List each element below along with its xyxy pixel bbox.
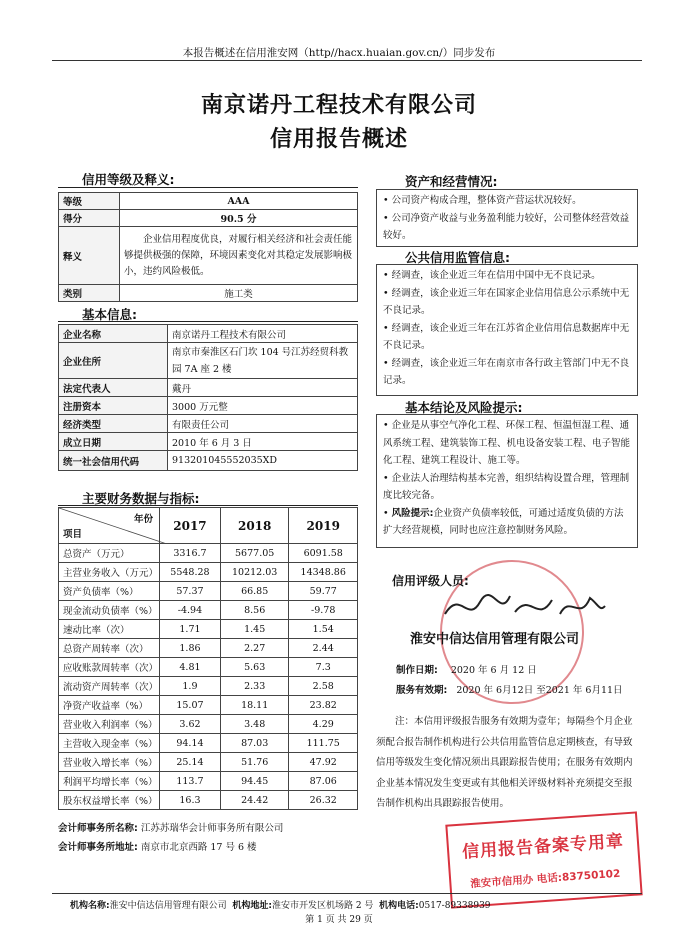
finance-value-cell: 5.63: [220, 658, 289, 677]
corner-cell: [59, 508, 160, 544]
finance-value-cell: 2.44: [289, 639, 358, 658]
finance-value-cell: 26.32: [289, 791, 358, 810]
finance-item-label: 股东权益增长率（%）: [59, 791, 160, 810]
filing-stamp: [445, 811, 642, 908]
validity-value: 2020 年 6月12日 至2021 年 6月11日: [456, 685, 623, 696]
finance-value-cell: 51.76: [220, 753, 289, 772]
finance-item-label: 资产负债率（%）: [59, 582, 160, 601]
finance-value-cell: 66.85: [220, 582, 289, 601]
assets-item: • 公司资产构成合理，整体资产营运状况较好。: [383, 195, 582, 206]
basic-label: 注册资本: [59, 397, 168, 415]
credit-definition: 企业信用程度优良，对履行相关经济和社会责任能够提供极强的保障，环境因素变化对其稳定发展影响极小，违约风险极低。: [120, 227, 358, 285]
finance-value-cell: 94.45: [220, 772, 289, 791]
conclusion-item: • 企业法人治理结构基本完善，组织结构设置合理，管理制度比较完备。: [383, 472, 630, 501]
finance-value-cell: 25.14: [160, 753, 221, 772]
finance-row: [59, 772, 358, 791]
finance-value-cell: 3.62: [160, 715, 221, 734]
company-title: 南京诺丹工程技术有限公司: [200, 93, 477, 118]
credit-score: 90.5 分: [120, 210, 358, 227]
validity-line: [396, 682, 623, 696]
finance-body: [59, 544, 358, 810]
finance-value-cell: 59.77: [289, 582, 358, 601]
finance-value-cell: 2.33: [220, 677, 289, 696]
finance-value-cell: 8.56: [220, 601, 289, 620]
finance-value-cell: 10212.03: [220, 563, 289, 582]
finance-value-cell: -9.78: [289, 601, 358, 620]
basic-label: 成立日期: [59, 433, 168, 451]
corner-item-label: 项目: [63, 529, 83, 540]
finance-value-cell: 1.45: [220, 620, 289, 639]
finance-row: [59, 563, 358, 582]
capital-value: 3000 万元整: [168, 397, 358, 415]
basic-label: 经济类型: [59, 415, 168, 433]
finance-row: [59, 734, 358, 753]
footer-org-label: 机构名称:: [70, 901, 110, 911]
economy-type-value: 有限责任公司: [168, 415, 358, 433]
credit-grade: AAA: [120, 193, 358, 210]
supervision-box: [376, 264, 638, 396]
year-header: 2017: [160, 508, 221, 544]
validity-notice: 注：本信用评级报告服务有效期为壹年；每隔叁个月企业须配合报告制作机构进行公共信用监管信息定期核查，有导致信用等级发生变化情况须出具跟踪报告使用；在服务有效期内企业基本情况发生变更或有其他相关评级材料补充须提交至报告制作机构出具跟踪报告使用。: [376, 716, 633, 809]
finance-value-cell: 24.42: [220, 791, 289, 810]
finance-row: [59, 620, 358, 639]
finance-value-cell: 47.92: [289, 753, 358, 772]
basic-section-rule: [58, 321, 358, 322]
production-date-label: 制作日期:: [396, 665, 438, 676]
finance-value-cell: 2.58: [289, 677, 358, 696]
founded-value: 2010 年 6 月 3 日: [168, 433, 358, 451]
finance-value-cell: 87.03: [220, 734, 289, 753]
finance-item-label: 主营业务收入（万元）: [59, 563, 160, 582]
validity-label: 服务有效期:: [396, 685, 448, 696]
supervision-item: • 经调查，该企业近三年在国家企业信用信息公示系统中无不良记录。: [383, 287, 630, 316]
finance-value-cell: 16.3: [160, 791, 221, 810]
accountant-name-label: 会计师事务所名称:: [58, 823, 138, 834]
footer-info: [70, 898, 491, 911]
finance-value-cell: 1.9: [160, 677, 221, 696]
basic-section-heading: 基本信息:: [82, 307, 137, 322]
accountant-address-value: 南京市北京西路 17 号 6 楼: [140, 842, 257, 853]
production-date-line: [396, 662, 537, 676]
rater-signature: [440, 584, 610, 630]
year-header: 2019: [289, 508, 358, 544]
accountant-name-value: 江苏苏瑞华会计师事务所有限公司: [140, 823, 284, 834]
finance-value-cell: 87.06: [289, 772, 358, 791]
conclusion-section-heading: 基本结论及风险提示:: [405, 400, 523, 415]
credit-category: 施工类: [120, 285, 358, 302]
footer-addr-label: 机构地址:: [232, 901, 272, 911]
rating-agency: 淮安中信达信用管理有限公司: [410, 632, 580, 647]
supervision-item: • 经调查，该企业近三年在南京市各行政主管部门中无不良记录。: [383, 357, 630, 386]
risk-item: • 风险提示:企业资产负债率较低，可通过适度负债的方法扩大经营规模，同时也应注意控制财务风险。: [383, 507, 624, 536]
finance-item-label: 总资产周转率（次）: [59, 639, 160, 658]
finance-item-label: 现金流动负债率（%）: [59, 601, 160, 620]
finance-item-label: 净资产收益率（%）: [59, 696, 160, 715]
credit-code-value: 913201045552035XD: [168, 451, 358, 471]
basic-label: 法定代表人: [59, 379, 168, 397]
publication-note: 本报告概述在信用淮安网（http//hacx.huaian.gov.cn/）同步发布: [182, 47, 496, 59]
address-value: 南京市秦淮区石门坎 104 号江苏经贸科教园 7A 座 2 楼: [168, 343, 358, 379]
finance-value-cell: 3316.7: [160, 544, 221, 563]
credit-label: 释义: [59, 227, 120, 285]
stamp-title: 信用报告备案专用章: [461, 831, 625, 863]
year-header: 2018: [220, 508, 289, 544]
finance-item-label: 利润平均增长率（%）: [59, 772, 160, 791]
conclusion-box: [376, 414, 638, 548]
footer-rule: [52, 893, 642, 894]
finance-value-cell: 113.7: [160, 772, 221, 791]
finance-value-cell: 4.29: [289, 715, 358, 734]
footer-phone-value: 0517-89338939: [418, 901, 491, 911]
finance-row: [59, 582, 358, 601]
finance-value-cell: 1.71: [160, 620, 221, 639]
finance-value-cell: 5677.05: [220, 544, 289, 563]
assets-section-heading: 资产和经营情况:: [405, 174, 498, 189]
finance-section-heading: 主要财务数据与指标:: [82, 491, 200, 506]
credit-section-rule: [58, 187, 358, 188]
finance-value-cell: 2.27: [220, 639, 289, 658]
finance-row: [59, 715, 358, 734]
finance-item-label: 速动比率（次）: [59, 620, 160, 639]
finance-item-label: 营业收入增长率（%）: [59, 753, 160, 772]
finance-row: [59, 639, 358, 658]
assets-box: [376, 189, 638, 247]
finance-section-rule: [58, 505, 358, 506]
finance-table: [58, 507, 358, 810]
stamp-subtitle: 淮安市信用办 电话:83750102: [469, 867, 621, 891]
corner-year-label: 年份: [133, 514, 153, 525]
accountant-address-label: 会计师事务所地址:: [58, 842, 138, 853]
rating-personnel-label: 信用评级人员:: [392, 574, 469, 588]
basic-label: 统一社会信用代码: [59, 451, 168, 471]
document-title: 信用报告概述: [269, 127, 408, 152]
basic-label: 企业住所: [59, 343, 168, 379]
legal-rep-value: 戴丹: [168, 379, 358, 397]
finance-value-cell: 1.86: [160, 639, 221, 658]
finance-value-cell: 3.48: [220, 715, 289, 734]
finance-value-cell: 15.07: [160, 696, 221, 715]
credit-section-heading: 信用等级及释义:: [82, 172, 175, 187]
credit-table: [58, 192, 358, 302]
risk-label: 风险提示:: [391, 507, 434, 519]
finance-value-cell: -4.94: [160, 601, 221, 620]
finance-row: [59, 658, 358, 677]
finance-value-cell: 14348.86: [289, 563, 358, 582]
finance-row: [59, 601, 358, 620]
footer-addr-value: 淮安市开发区机场路 2 号: [271, 901, 374, 911]
footer-org-value: 淮安中信达信用管理有限公司: [109, 901, 227, 911]
assets-item: • 公司净资产收益与业务盈利能力较好，公司整体经营效益较好。: [383, 212, 630, 241]
finance-item-label: 主营收入现金率（%）: [59, 734, 160, 753]
supervision-section-heading: 公共信用监管信息:: [405, 250, 510, 265]
finance-value-cell: 1.54: [289, 620, 358, 639]
finance-value-cell: 5548.28: [160, 563, 221, 582]
finance-value-cell: 18.11: [220, 696, 289, 715]
risk-text: 企业资产负债率较低，可通过适度负债的方法扩大经营规模，同时也应注意控制财务风险。: [383, 507, 624, 536]
finance-item-label: 应收账款周转率（次）: [59, 658, 160, 677]
finance-value-cell: 23.82: [289, 696, 358, 715]
finance-row: [59, 696, 358, 715]
finance-item-label: 总资产（万元）: [59, 544, 160, 563]
header-rule: [52, 60, 642, 61]
basic-label: 企业名称: [59, 325, 168, 343]
conclusion-item: • 企业是从事空气净化工程、环保工程、恒温恒湿工程、通风系统工程、建筑装饰工程、机电设备安装工程、电子智能化工程、建筑工程设计、施工等。: [383, 420, 631, 466]
finance-value-cell: 94.14: [160, 734, 221, 753]
finance-value-cell: 111.75: [289, 734, 358, 753]
credit-label: 得分: [59, 210, 120, 227]
accountant-name-line: [58, 820, 283, 834]
basic-info-table: [58, 324, 358, 471]
finance-row: [59, 753, 358, 772]
company-name-value: 南京诺丹工程技术有限公司: [168, 325, 358, 343]
finance-item-label: 营业收入利润率（%）: [59, 715, 160, 734]
credit-label: 类别: [59, 285, 120, 302]
finance-value-cell: 4.81: [160, 658, 221, 677]
finance-value-cell: 7.3: [289, 658, 358, 677]
finance-value-cell: 6091.58: [289, 544, 358, 563]
credit-label: 等级: [59, 193, 120, 210]
production-date-value: 2020 年 6 月 12 日: [450, 665, 537, 676]
accountant-address-line: [58, 839, 257, 853]
supervision-item: • 经调查，该企业近三年在信用中国中无不良记录。: [383, 270, 601, 281]
finance-row: [59, 791, 358, 810]
page-number: 第 1 页 共 29 页: [305, 915, 373, 925]
finance-value-cell: 57.37: [160, 582, 221, 601]
finance-row: [59, 677, 358, 696]
supervision-item: • 经调查，该企业近三年在江苏省企业信用信息数据库中无不良记录。: [383, 322, 630, 351]
finance-item-label: 流动资产周转率（次）: [59, 677, 160, 696]
finance-row: [59, 544, 358, 563]
footer-phone-label: 机构电话:: [379, 901, 419, 911]
